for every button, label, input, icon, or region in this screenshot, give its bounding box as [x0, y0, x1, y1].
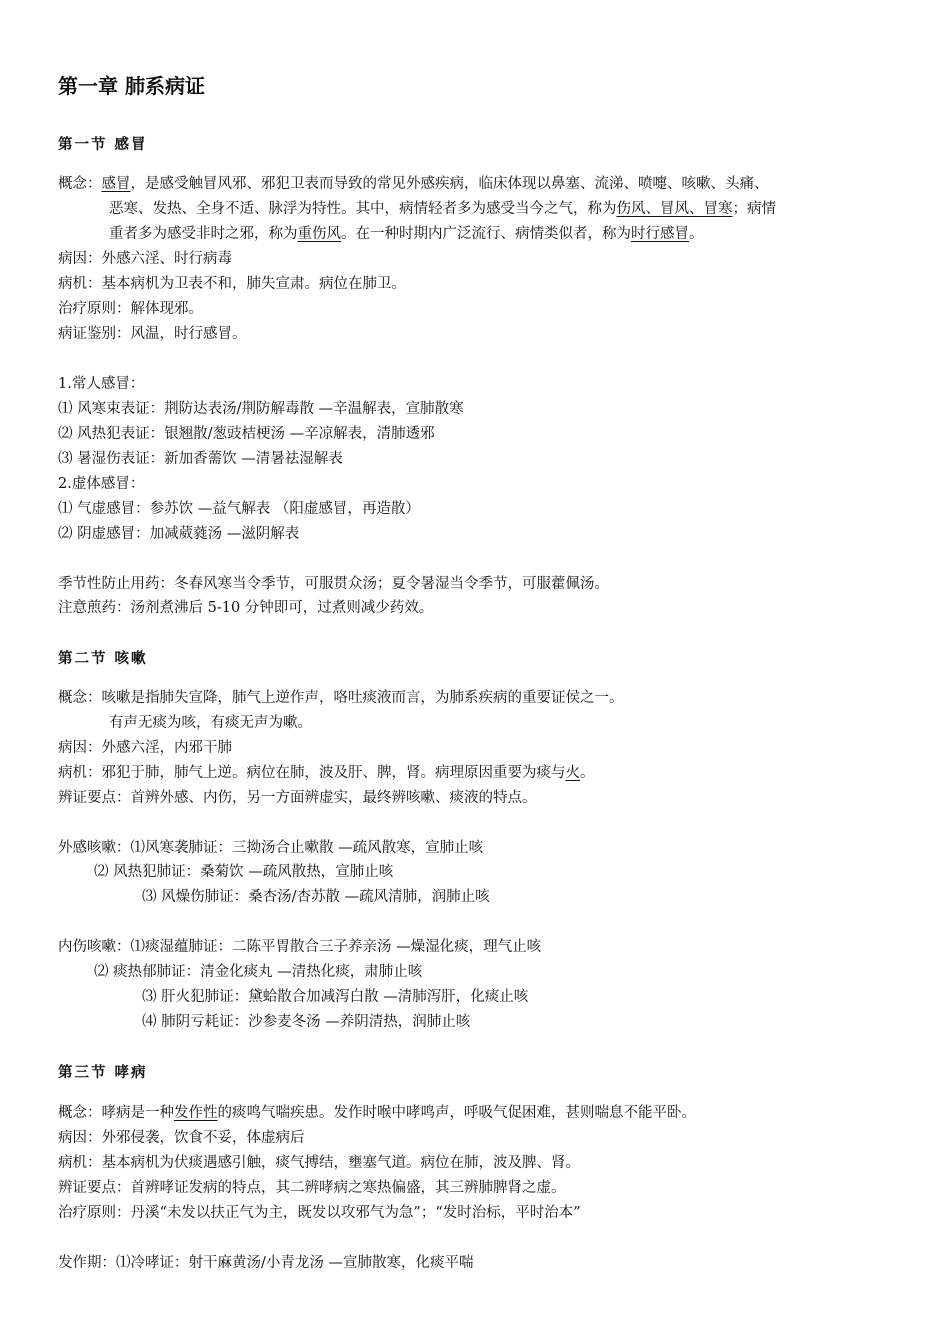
s3-cause: 病因：外邪侵袭，饮食不妥，体虚病后 — [58, 1130, 305, 1146]
section-2-title: 第二节 咳嗽 — [58, 650, 148, 667]
s1-decoction: 注意煎药：汤剂煮沸后 5-10 分钟即可，过煮则减少药效。 — [58, 600, 434, 616]
s2-concept-line-2: 有声无痰为咳，有痰无声为嗽。 — [109, 715, 312, 731]
s2-internal-item: ⑵ 痰热郁肺证：清金化痰丸 —清热化痰，肃肺止咳 — [94, 964, 423, 980]
s2-external-item: ⑶ 风燥伤肺证：桑杏汤/杏苏散 —疏风清肺，润肺止咳 — [142, 889, 490, 905]
s2-internal-item: ⑷ 肺阴亏耗证：沙参麦冬汤 —养阴清热，润肺止咳 — [142, 1014, 471, 1030]
s2-external-item: 外感咳嗽：⑴风寒袭肺证：三拗汤合止嗽散 —疏风散寒，宣肺止咳 — [58, 840, 484, 856]
s2-internal-item: 内伤咳嗽：⑴痰湿蕴肺证：二陈平胃散合三子养亲汤 —燥湿化痰，理气止咳 — [58, 939, 542, 955]
s1-item: ⑴ 风寒束表证：荆防达表汤/荆防解毒散 —辛温解表，宣肺散寒 — [58, 401, 464, 417]
s2-key-points: 辨证要点：首辨外感、内伤，另一方面辨虚实，最终辨咳嗽、痰液的特点。 — [58, 790, 537, 806]
chapter-title: 第一章 肺系病证 — [58, 74, 205, 98]
s1-concept-line-3 — [109, 224, 704, 244]
s3-term-fazuoxing: 发作性 — [174, 1105, 218, 1121]
s2-concept-line-1: 概念：咳嗽是指肺失宣降，肺气上逆作声，咯吐痰液而言，为肺系疾病的重要证侯之一。 — [58, 690, 624, 706]
s3-key-points: 辨证要点：首辨哮证发病的特点，其二辨哮病之寒热偏盛，其三辨肺脾肾之虚。 — [58, 1180, 566, 1196]
s1-concept-line-2-a: 恶寒、发热、全身不适、脉浮为特性。其中，病情轻者多为感受当今之气，称为 — [109, 201, 617, 217]
s2-mechanism — [58, 763, 595, 783]
s1-term-shixingganmao: 时行感冒 — [631, 226, 689, 242]
s1-differential: 病证鉴别：风温，时行感冒。 — [58, 326, 247, 342]
s3-concept-b: 的痰鸣气喘疾患。发作时喉中哮鸣声，呼吸气促困难，甚则喘息不能平卧。 — [217, 1105, 696, 1121]
s1-cause: 病因：外感六淫、时行病毒 — [58, 251, 232, 267]
s1-concept-line-3-a: 重者多为感受非时之邪，称为 — [109, 226, 298, 242]
s1-item: ⑵ 阴虚感冒：加减葳蕤汤 —滋阴解表 — [58, 526, 300, 542]
s1-concept-line-3-c: 。 — [689, 226, 704, 242]
s1-term-zhongshangfeng: 重伤风 — [297, 226, 341, 242]
s1-item: ⑵ 风热犯表证：银翘散/葱豉桔梗汤 —辛凉解表，清肺透邪 — [58, 426, 435, 442]
s2-external-item: ⑵ 风热犯肺证：桑菊饮 —疏风散热，宣肺止咳 — [94, 864, 394, 880]
s1-concept-line-2-b: ；病情 — [732, 201, 776, 217]
section-3-title: 第三节 哮病 — [58, 1064, 148, 1081]
s2-internal-item: ⑶ 肝火犯肺证：黛蛤散合加减泻白散 —清肺泻肝，化痰止咳 — [142, 989, 529, 1005]
s1-concept-line-2 — [109, 199, 776, 219]
s1-mechanism: 病机：基本病机为卫表不和，肺失宣肃。病位在肺卫。 — [58, 276, 406, 292]
s2-cause: 病因：外感六淫，内邪干肺 — [58, 740, 232, 756]
s2-mechanism-a: 病机：邪犯于肺，肺气上逆。病位在肺，波及肝、脾，肾。病理原因重要为痰与 — [58, 765, 566, 781]
s1-seasonal: 季节性防止用药：冬春风寒当令季节，可服贯众汤；夏令暑湿当令季节，可服藿佩汤。 — [58, 576, 609, 592]
s3-attack-item: 发作期：⑴冷哮证：射干麻黄汤/小青龙汤 —宣肺散寒，化痰平喘 — [58, 1255, 474, 1271]
s1-item: ⑴ 气虚感冒：参苏饮 —益气解表 （阳虚感冒，再造散） — [58, 501, 420, 517]
s1-concept-line-3-b: 。在一种时期内广泛流行、病情类似者，称为 — [341, 226, 631, 242]
s3-mechanism: 病机：基本病机为伏痰遇感引触，痰气搏结，壅塞气道。病位在肺，波及脾、肾。 — [58, 1155, 580, 1171]
s3-concept — [58, 1103, 696, 1123]
s1-item: 1.常人感冒： — [58, 376, 145, 392]
s2-term-huo: 火 — [565, 765, 580, 781]
s1-term-ganmao: 感冒 — [101, 176, 131, 192]
s1-principle: 治疗原则：解体现邪。 — [58, 301, 203, 317]
s3-principle: 治疗原则：丹溪“未发以扶正气为主，既发以攻邪气为急”；“发时治标，平时治本” — [58, 1205, 581, 1221]
s1-item: ⑶ 暑湿伤表证：新加香薷饮 —清暑祛湿解表 — [58, 451, 343, 467]
section-1-title: 第一节 感冒 — [58, 136, 148, 153]
s1-term-shangfeng: 伤风、冒风、冒寒 — [616, 201, 733, 217]
s1-concept-line-1 — [58, 174, 769, 194]
s1-item: 2.虚体感冒： — [58, 476, 145, 492]
s1-concept-line-1-rest: ，是感受触冒风邪、邪犯卫表而导致的常见外感疾病，临床体现以鼻塞、流涕、喷嚏、咳嗽、头痛、 — [130, 176, 769, 192]
s3-concept-a: 概念：哮病是一种 — [58, 1105, 174, 1121]
s2-mechanism-b: 。 — [580, 765, 595, 781]
s1-concept-label: 概念： — [58, 176, 102, 192]
